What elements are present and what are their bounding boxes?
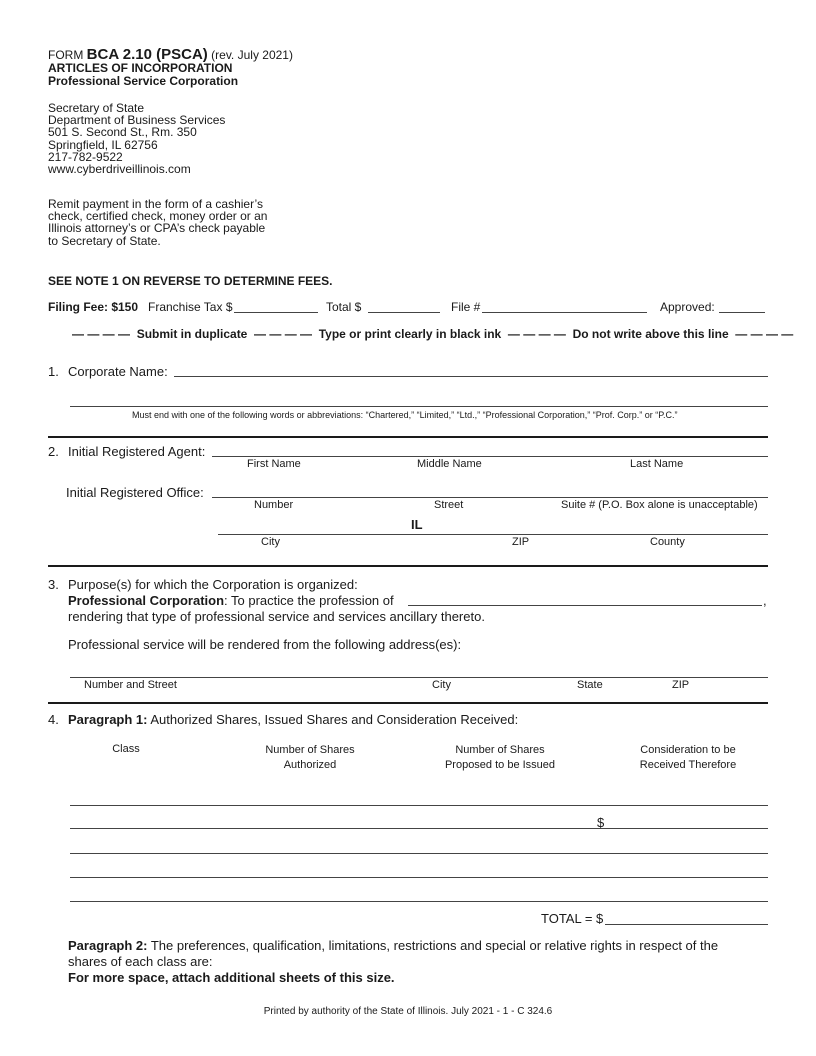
sos-address xyxy=(48,102,225,175)
form-revision: (rev. July 2021) xyxy=(211,48,293,62)
form-code: BCA 2.10 (PSCA) xyxy=(86,46,208,63)
street-caption: Street xyxy=(434,499,464,511)
class-col-header: Class xyxy=(112,743,140,755)
franchise-tax-label: Franchise Tax $ xyxy=(148,300,233,314)
para2-text: The preferences, qualification, limitations, restrictions and special or relative rights in respect of the xyxy=(147,938,719,953)
address-line: 501 S. Second St., Rm. 350 xyxy=(48,125,197,140)
street-col-caption: Number and Street xyxy=(84,679,177,691)
remit-note xyxy=(48,198,267,247)
franchise-tax-field[interactable] xyxy=(234,312,318,313)
consideration-header-line: Received Therefore xyxy=(639,759,737,771)
issued-header-line: Number of Shares xyxy=(455,744,545,756)
purpose-label: Purpose(s) for which the Corporation is organized: xyxy=(68,577,358,592)
number-caption: Number xyxy=(254,499,294,511)
professional-corp-line xyxy=(68,593,394,608)
section-1-number: 1. xyxy=(48,364,59,379)
para2-line xyxy=(68,938,718,954)
authorized-header-line: Authorized xyxy=(283,759,337,771)
address-line: Springfield, IL 62756 xyxy=(48,137,158,152)
section-3-number: 3. xyxy=(48,577,59,592)
first-name-caption: First Name xyxy=(247,458,301,470)
corporate-name-field[interactable] xyxy=(174,376,768,377)
approved-field[interactable] xyxy=(719,312,765,313)
paragraph-1-heading xyxy=(68,712,518,727)
registered-office-field[interactable] xyxy=(212,497,768,498)
filing-fee: Filing Fee: $150 xyxy=(48,300,139,314)
consideration-col-header xyxy=(628,743,748,773)
state-col-caption: State xyxy=(577,679,603,691)
para2-text: shares of each class are: xyxy=(68,954,213,969)
address-line: 217-782-9522 xyxy=(48,149,123,164)
shares-row[interactable] xyxy=(70,853,768,854)
shares-row[interactable] xyxy=(70,828,768,829)
more-space-note: For more space, attach additional sheets of this size. xyxy=(68,970,395,985)
remit-line: Illinois attorney’s or CPA’s check payable xyxy=(48,221,266,236)
dollar-sign: $ xyxy=(597,815,605,830)
paragraph-2 xyxy=(68,938,718,986)
section-2-number: 2. xyxy=(48,444,59,459)
middle-name-caption: Middle Name xyxy=(417,458,482,470)
city-zip-county-field[interactable] xyxy=(218,534,768,535)
county-caption: County xyxy=(650,536,685,548)
section-divider xyxy=(48,702,768,704)
form-header xyxy=(48,48,293,88)
website-link[interactable]: www.cyberdriveillinois.com xyxy=(48,162,191,177)
instruction-type: Type or print clearly in black ink xyxy=(318,327,502,341)
registered-agent-label: Initial Registered Agent: xyxy=(68,444,206,459)
para1-bold: Paragraph 1: xyxy=(68,712,148,727)
dash-separator: — — — — xyxy=(254,327,313,341)
corporate-name-field-line2[interactable] xyxy=(70,406,768,407)
dash-separator: — — — — xyxy=(735,327,794,341)
remit-line: to Secretary of State. xyxy=(48,233,161,248)
instruction-do-not-write: Do not write above this line xyxy=(572,327,729,341)
instruction-line xyxy=(72,327,793,341)
total-shares-label: TOTAL = $ xyxy=(541,911,604,926)
section-divider xyxy=(48,565,768,567)
remit-line: Remit payment in the form of a cashier’s xyxy=(48,197,263,211)
dash-separator: — — — — xyxy=(72,327,131,341)
suite-caption: Suite # (P.O. Box alone is unacceptable) xyxy=(561,499,758,511)
total-consideration-field[interactable] xyxy=(605,924,768,925)
city-caption: City xyxy=(261,536,280,548)
pc-comma: , xyxy=(763,593,767,608)
shares-row[interactable] xyxy=(70,805,768,806)
dash-separator: — — — — xyxy=(507,327,566,341)
instruction-submit: Submit in duplicate xyxy=(136,327,248,341)
issued-col-header xyxy=(430,743,570,773)
remit-line: check, certified check, money order or an xyxy=(48,209,268,224)
pc-bold: Professional Corporation xyxy=(68,593,225,608)
consideration-header-line: Consideration to be xyxy=(640,744,736,756)
authorized-col-header xyxy=(250,743,370,773)
form-prefix: FORM xyxy=(48,48,84,62)
profession-field[interactable] xyxy=(408,605,762,606)
para2-bold: Paragraph 2: xyxy=(68,938,148,953)
city-col-caption: City xyxy=(432,679,451,691)
form-subtitle: Professional Service Corporation xyxy=(48,74,239,88)
registered-office-label: Initial Registered Office: xyxy=(66,485,204,500)
file-number-field[interactable] xyxy=(482,312,647,313)
form-id-line xyxy=(48,48,293,62)
shares-row[interactable] xyxy=(70,901,768,902)
service-address-label: Professional service will be rendered from the following address(es): xyxy=(68,637,462,652)
form-title: ARTICLES OF INCORPORATION xyxy=(48,61,233,75)
issued-header-line: Proposed to be Issued xyxy=(444,759,556,771)
address-line: Department of Business Services xyxy=(48,113,226,128)
file-number-label: File # xyxy=(451,300,481,314)
fee-row xyxy=(48,300,138,314)
rendering-text: rendering that type of professional service and services ancillary thereto. xyxy=(68,609,485,624)
section-4-number: 4. xyxy=(48,712,59,727)
corporate-name-label: Corporate Name: xyxy=(68,364,168,379)
para1-text: Authorized Shares, Issued Shares and Consideration Received: xyxy=(147,712,519,727)
zip-caption: ZIP xyxy=(512,536,530,548)
registered-agent-field[interactable] xyxy=(212,456,768,457)
shares-row[interactable] xyxy=(70,877,768,878)
fee-note: SEE NOTE 1 ON REVERSE TO DETERMINE FEES. xyxy=(48,274,333,288)
pc-text: : To practice the profession of xyxy=(224,593,394,608)
zip-col-caption: ZIP xyxy=(672,679,690,691)
corporate-name-note: Must end with one of the following words or abbreviations: “Chartered,” “Limited,” “Ltd.,” “Professional Corporation,” “Prof. Corp.” or “P.C.” xyxy=(132,410,678,420)
total-label: Total $ xyxy=(326,300,362,314)
footer-printed: Printed by authority of the State of Illinois. July 2021 - 1 - C 324.6 xyxy=(263,1006,553,1017)
authorized-header-line: Number of Shares xyxy=(265,744,355,756)
address-line: Secretary of State xyxy=(48,101,145,115)
total-field[interactable] xyxy=(368,312,440,313)
section-divider xyxy=(48,436,768,438)
service-address-field[interactable] xyxy=(70,677,768,678)
approved-label: Approved: xyxy=(660,300,715,314)
state-value: IL xyxy=(411,517,423,532)
last-name-caption: Last Name xyxy=(630,458,684,470)
